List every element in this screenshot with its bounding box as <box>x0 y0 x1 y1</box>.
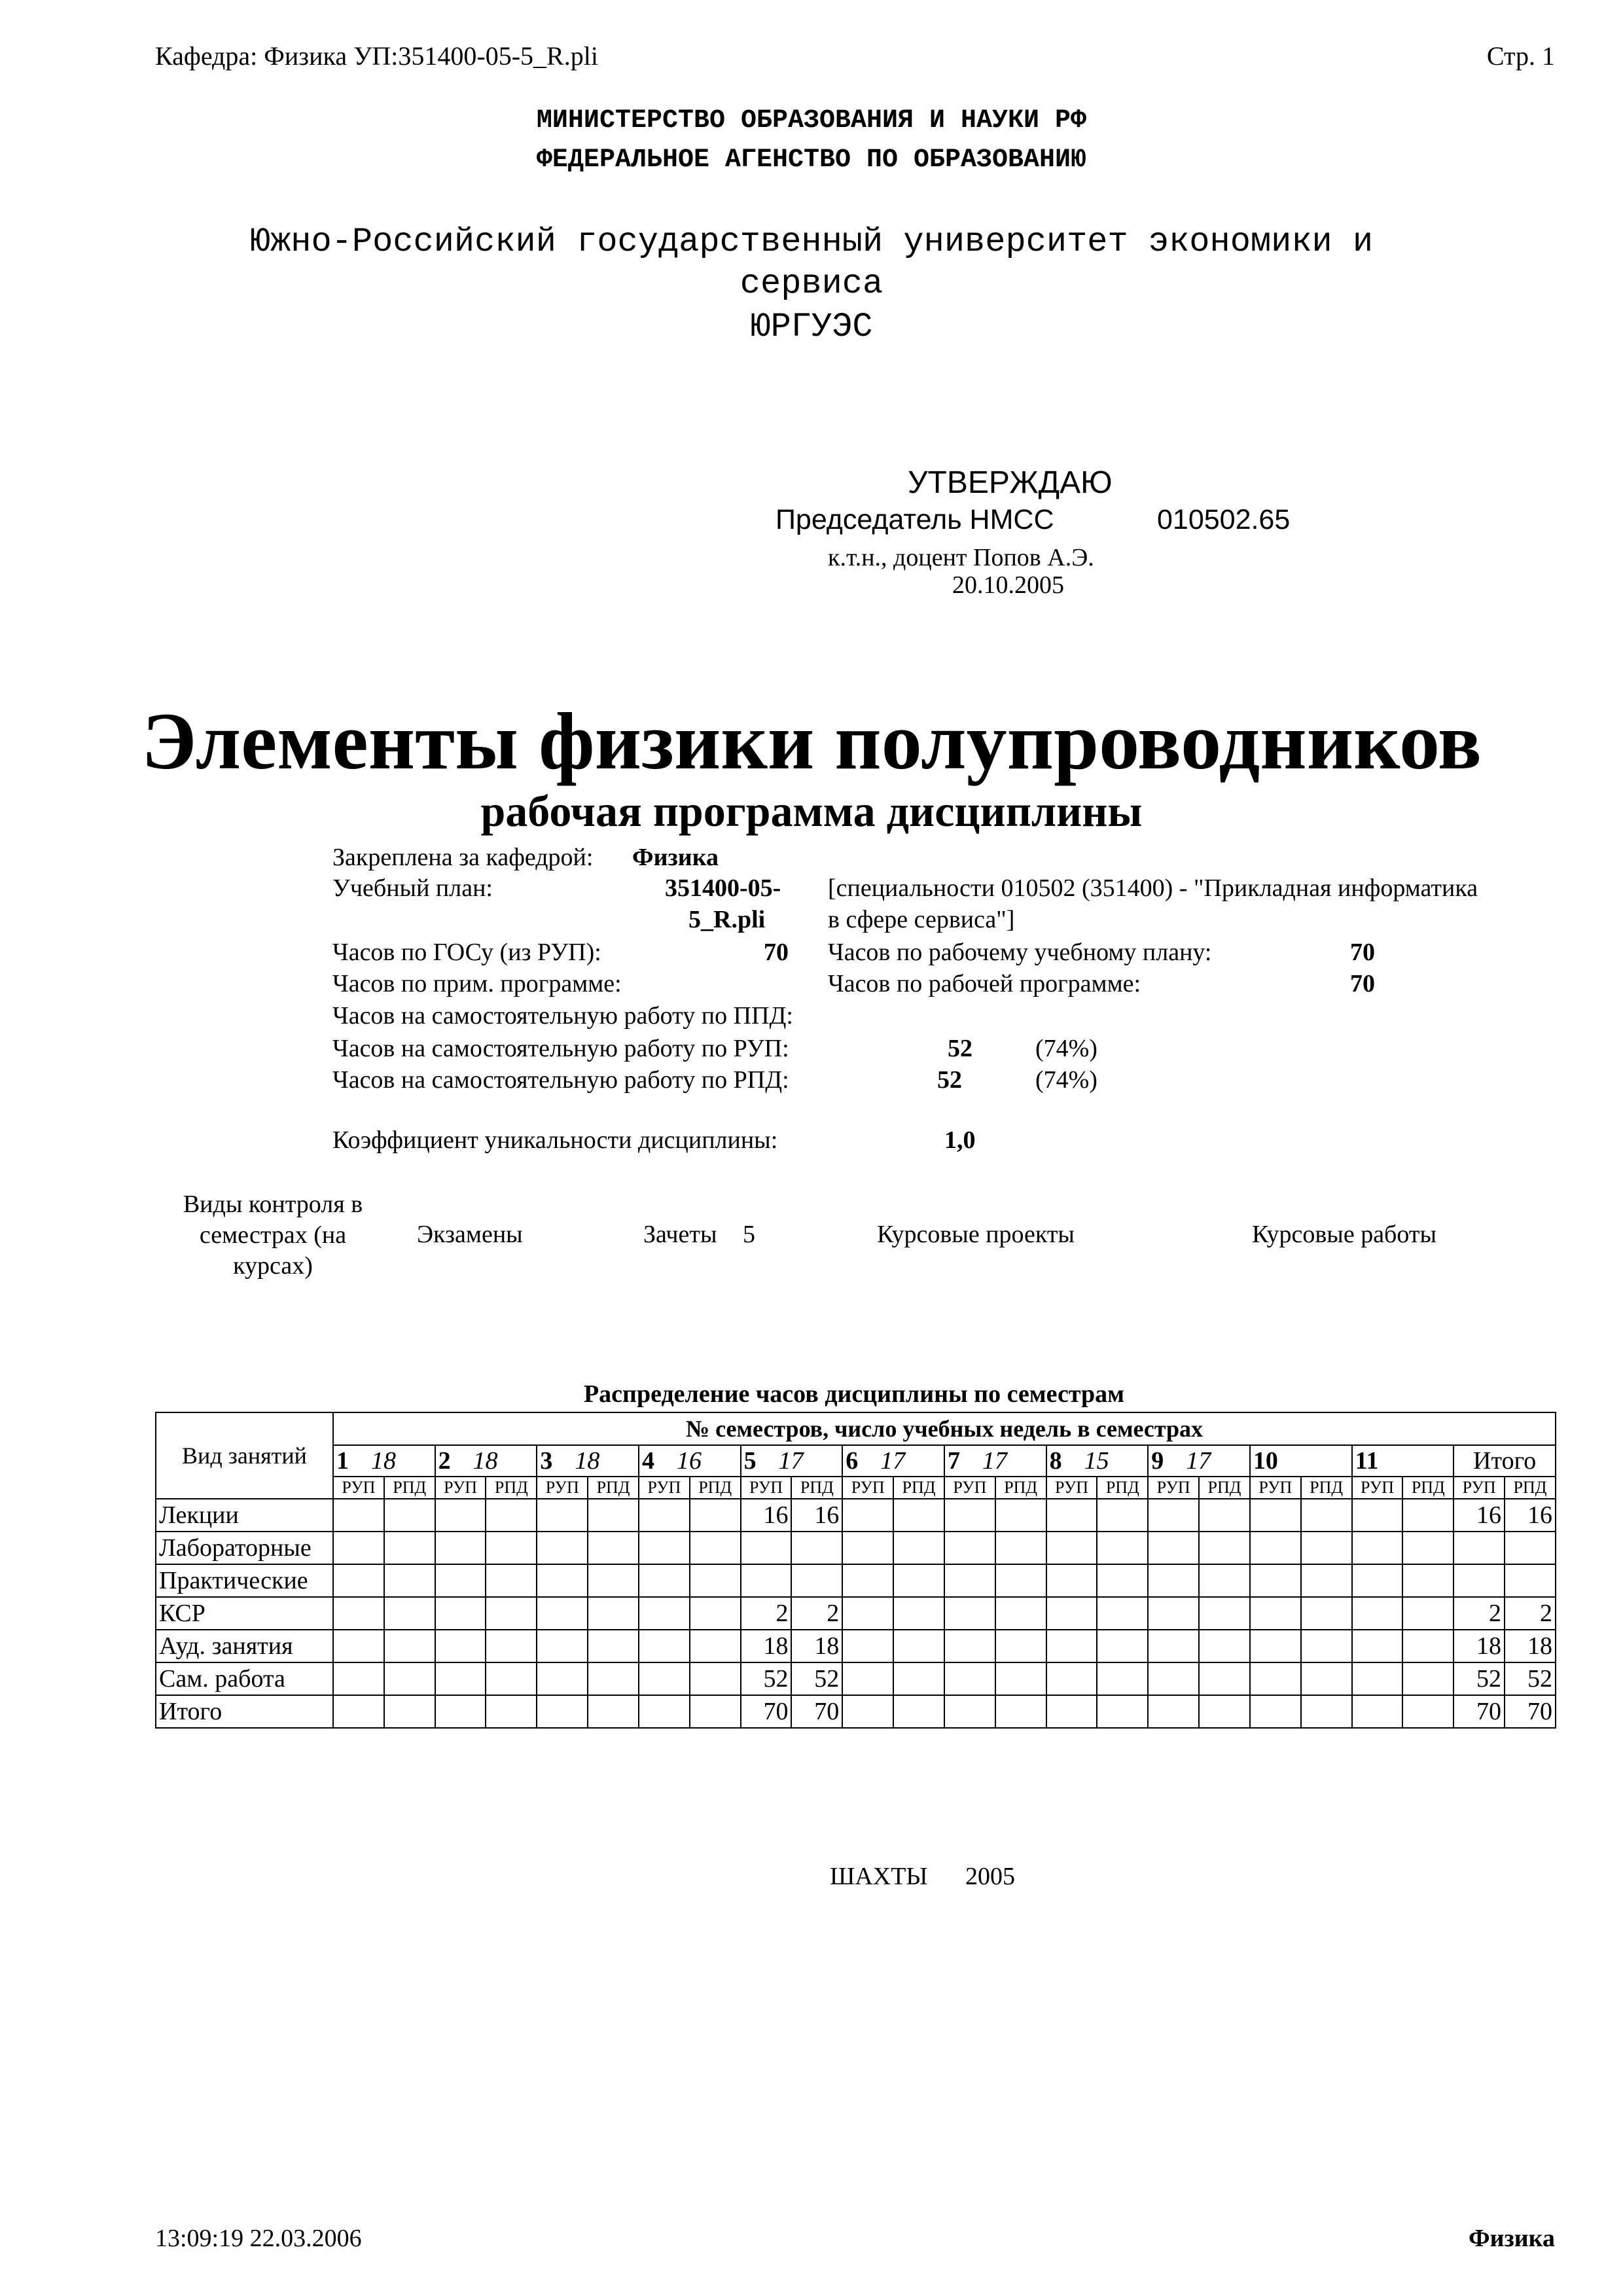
empty-cell <box>944 1695 995 1728</box>
empty-cell <box>995 1499 1046 1532</box>
rpd-header: РПД <box>1301 1477 1352 1499</box>
empty-cell <box>639 1532 690 1564</box>
discipline-title: Элементы физики полупроводников <box>141 696 1482 786</box>
rup-header: РУП <box>944 1477 995 1499</box>
semester-9-header <box>1148 1445 1250 1477</box>
semester-number: 3 <box>540 1447 553 1475</box>
empty-cell <box>1148 1630 1199 1662</box>
semester-5-rup: 18 <box>741 1630 792 1662</box>
empty-cell <box>1301 1532 1352 1564</box>
table-row <box>156 1597 1556 1630</box>
empty-cell <box>1046 1662 1097 1695</box>
specialty-line-2: в сфере сервиса"] <box>828 906 1015 933</box>
empty-cell <box>1097 1499 1148 1532</box>
empty-cell <box>842 1532 893 1564</box>
semester-weeks: 17 <box>1186 1447 1211 1475</box>
rpd-header: РПД <box>486 1477 537 1499</box>
plan-value-2: 5_R.pli <box>688 906 766 933</box>
control-projects: Курсовые проекты <box>877 1221 1075 1248</box>
semester-number: 7 <box>947 1447 960 1475</box>
empty-cell <box>690 1662 741 1695</box>
empty-cell <box>1352 1532 1403 1564</box>
ministry-line-2: ФЕДЕРАЛЬНОЕ АГЕНСТВО ПО ОБРАЗОВАНИЮ <box>536 145 1087 175</box>
row-label: КСР <box>156 1597 333 1630</box>
empty-cell <box>384 1499 435 1532</box>
place-city: ШАХТЫ <box>830 1863 928 1890</box>
row-label: Лабораторные <box>156 1532 333 1564</box>
ministry-line-1: МИНИСТЕРСТВО ОБРАЗОВАНИЯ И НАУКИ РФ <box>536 106 1087 135</box>
rup-header: РУП <box>842 1477 893 1499</box>
empty-cell <box>1250 1597 1301 1630</box>
empty-cell <box>1046 1499 1097 1532</box>
rup-label: Часов по рабочему учебному плану: <box>828 939 1212 966</box>
empty-cell <box>995 1695 1046 1728</box>
empty-cell <box>1148 1532 1199 1564</box>
rup-header: РУП <box>1148 1477 1199 1499</box>
self-rup-pct: (74%) <box>1035 1035 1097 1062</box>
empty-cell <box>1148 1564 1199 1597</box>
empty-cell <box>1402 1499 1454 1532</box>
empty-cell <box>435 1499 486 1532</box>
empty-cell <box>384 1630 435 1662</box>
work-value: 70 <box>1350 970 1375 997</box>
semester-number: 1 <box>336 1447 349 1475</box>
rup-header: РУП <box>1250 1477 1301 1499</box>
empty-cell <box>1046 1597 1097 1630</box>
empty-cell <box>1352 1695 1403 1728</box>
semester-number: 2 <box>438 1447 451 1475</box>
prim-label: Часов по прим. программе: <box>332 970 622 997</box>
university-abbr: ЮРГУЭС <box>750 308 873 346</box>
footer-dept: Физика <box>1468 2225 1555 2252</box>
rpd-header: РПД <box>1097 1477 1148 1499</box>
empty-cell <box>435 1597 486 1630</box>
empty-cell <box>639 1630 690 1662</box>
empty-cell <box>384 1532 435 1564</box>
empty-cell <box>1402 1695 1454 1728</box>
rpd-header: РПД <box>995 1477 1046 1499</box>
footer-timestamp: 13:09:19 22.03.2006 <box>155 2225 362 2252</box>
empty-cell <box>995 1564 1046 1597</box>
empty-cell <box>1352 1630 1403 1662</box>
table-row <box>156 1499 1556 1532</box>
semester-weeks: 18 <box>473 1447 498 1475</box>
semester-weeks: 16 <box>676 1447 702 1475</box>
semester-3-header <box>537 1445 639 1477</box>
empty-cell <box>995 1532 1046 1564</box>
empty-cell <box>690 1630 741 1662</box>
semester-5-rup: 16 <box>741 1499 792 1532</box>
semester-number: 4 <box>641 1447 654 1475</box>
total-rup: 18 <box>1454 1630 1505 1662</box>
semester-5-rpd <box>791 1532 842 1564</box>
empty-cell <box>435 1695 486 1728</box>
semester-5-rpd <box>791 1564 842 1597</box>
empty-cell <box>435 1662 486 1695</box>
table-row <box>156 1662 1556 1695</box>
empty-cell <box>537 1564 588 1597</box>
empty-cell <box>588 1662 639 1695</box>
semester-5-header <box>741 1445 843 1477</box>
empty-cell <box>1301 1630 1352 1662</box>
gos-label: Часов по ГОСу (из РУП): <box>332 939 601 966</box>
semester-number-row <box>156 1445 1556 1477</box>
rpd-header: РПД <box>893 1477 944 1499</box>
empty-cell <box>690 1532 741 1564</box>
empty-cell <box>333 1630 384 1662</box>
empty-cell <box>588 1499 639 1532</box>
approval-code: 010502.65 <box>1157 504 1291 535</box>
ppd-label: Часов на самостоятельную работу по ППД: <box>332 1002 793 1030</box>
semester-number: 6 <box>846 1447 859 1475</box>
rpd-header: РПД <box>1402 1477 1454 1499</box>
semester-5-rpd: 52 <box>791 1662 842 1695</box>
empty-cell <box>486 1662 537 1695</box>
discipline-subtitle: рабочая программа дисциплины <box>480 786 1143 836</box>
empty-cell <box>486 1499 537 1532</box>
empty-cell <box>537 1597 588 1630</box>
empty-cell <box>842 1499 893 1532</box>
control-label <box>171 1189 374 1282</box>
empty-cell <box>486 1630 537 1662</box>
self-rpd-value: 52 <box>937 1066 962 1094</box>
control-credits-label: Зачеты <box>643 1221 717 1248</box>
empty-cell <box>333 1532 384 1564</box>
empty-cell <box>435 1564 486 1597</box>
empty-cell <box>893 1695 944 1728</box>
rpd-header: РПД <box>690 1477 741 1499</box>
empty-cell <box>537 1630 588 1662</box>
empty-cell <box>1301 1695 1352 1728</box>
empty-cell <box>1046 1695 1097 1728</box>
semester-4-header <box>639 1445 741 1477</box>
empty-cell <box>1301 1662 1352 1695</box>
total-rup <box>1454 1532 1505 1564</box>
table-row <box>156 1695 1556 1728</box>
rup-header: РУП <box>639 1477 690 1499</box>
empty-cell <box>995 1630 1046 1662</box>
empty-cell <box>690 1695 741 1728</box>
semester-7-header <box>944 1445 1046 1477</box>
total-rpd <box>1505 1532 1556 1564</box>
empty-cell <box>333 1499 384 1532</box>
empty-cell <box>1250 1630 1301 1662</box>
empty-cell <box>1250 1695 1301 1728</box>
empty-cell <box>1199 1564 1250 1597</box>
empty-cell <box>690 1499 741 1532</box>
vid-header: Вид занятий <box>156 1412 333 1499</box>
empty-cell <box>384 1564 435 1597</box>
semester-number: 10 <box>1253 1447 1278 1475</box>
empty-cell <box>435 1532 486 1564</box>
empty-cell <box>1199 1499 1250 1532</box>
semester-5-rpd: 16 <box>791 1499 842 1532</box>
row-label: Итого <box>156 1695 333 1728</box>
empty-cell <box>842 1662 893 1695</box>
empty-cell <box>588 1532 639 1564</box>
row-label: Практические <box>156 1564 333 1597</box>
rpd-header: РПД <box>588 1477 639 1499</box>
empty-cell <box>944 1532 995 1564</box>
empty-cell <box>1250 1564 1301 1597</box>
rup-rpd-row <box>156 1477 1556 1499</box>
empty-cell <box>1046 1630 1097 1662</box>
rpd-header: РПД <box>1199 1477 1250 1499</box>
empty-cell <box>639 1564 690 1597</box>
control-credits-value: 5 <box>743 1221 755 1248</box>
semester-number: 8 <box>1049 1447 1062 1475</box>
empty-cell <box>1199 1597 1250 1630</box>
total-rpd: 52 <box>1505 1662 1556 1695</box>
empty-cell <box>333 1564 384 1597</box>
semester-2-header <box>435 1445 537 1477</box>
semester-5-rpd: 2 <box>791 1597 842 1630</box>
total-rup: 16 <box>1454 1499 1505 1532</box>
row-label: Сам. работа <box>156 1662 333 1695</box>
empty-cell <box>944 1564 995 1597</box>
rup-header: РУП <box>333 1477 384 1499</box>
empty-cell <box>893 1532 944 1564</box>
self-rpd-pct: (74%) <box>1035 1066 1097 1094</box>
empty-cell <box>1250 1499 1301 1532</box>
total-rpd <box>1505 1564 1556 1597</box>
empty-cell <box>842 1564 893 1597</box>
rpd-header: РПД <box>1505 1477 1556 1499</box>
empty-cell <box>384 1662 435 1695</box>
empty-cell <box>486 1597 537 1630</box>
semester-5-rup <box>741 1564 792 1597</box>
total-rup: 2 <box>1454 1597 1505 1630</box>
empty-cell <box>893 1499 944 1532</box>
empty-cell <box>1199 1662 1250 1695</box>
empty-cell <box>333 1662 384 1695</box>
rup-header: РУП <box>741 1477 792 1499</box>
empty-cell <box>384 1597 435 1630</box>
empty-cell <box>1301 1597 1352 1630</box>
self-rup-value: 52 <box>948 1035 972 1062</box>
row-label: Ауд. занятия <box>156 1630 333 1662</box>
control-label-line-3: курсах) <box>233 1252 313 1280</box>
header-left: Кафедра: Физика УП:351400-05-5_R.pli <box>155 41 598 71</box>
empty-cell <box>944 1662 995 1695</box>
distribution-title: Распределение часов дисциплины по семестрам <box>583 1380 1125 1408</box>
semester-weeks: 15 <box>1084 1447 1109 1475</box>
semester-number: 9 <box>1151 1447 1164 1475</box>
semester-11-header <box>1352 1445 1454 1477</box>
empty-cell <box>1097 1532 1148 1564</box>
empty-cell <box>1352 1564 1403 1597</box>
rup-header: РУП <box>435 1477 486 1499</box>
self-rup-label: Часов на самостоятельную работу по РУП: <box>332 1035 789 1062</box>
total-header: Итого <box>1454 1445 1556 1477</box>
distribution-table <box>155 1412 1556 1729</box>
semester-5-rup: 70 <box>741 1695 792 1728</box>
semester-5-rpd: 70 <box>791 1695 842 1728</box>
semester-weeks: 18 <box>371 1447 396 1475</box>
rup-header: РУП <box>1454 1477 1505 1499</box>
empty-cell <box>1402 1597 1454 1630</box>
total-rup: 52 <box>1454 1662 1505 1695</box>
empty-cell <box>1199 1532 1250 1564</box>
semester-weeks: 17 <box>778 1447 804 1475</box>
total-rup: 70 <box>1454 1695 1505 1728</box>
empty-cell <box>995 1597 1046 1630</box>
rup-header: РУП <box>1046 1477 1097 1499</box>
empty-cell <box>893 1630 944 1662</box>
empty-cell <box>1402 1532 1454 1564</box>
control-label-line-2: семестрах (на <box>199 1221 347 1249</box>
empty-cell <box>639 1662 690 1695</box>
control-label-line-1: Виды контроля в <box>183 1191 363 1218</box>
self-rpd-label: Часов на самостоятельную работу по РПД: <box>332 1066 789 1094</box>
empty-cell <box>1402 1564 1454 1597</box>
empty-cell <box>1199 1695 1250 1728</box>
empty-cell <box>842 1597 893 1630</box>
dept-label: Закреплена за кафедрой: <box>332 844 594 871</box>
empty-cell <box>1046 1532 1097 1564</box>
empty-cell <box>588 1695 639 1728</box>
empty-cell <box>486 1532 537 1564</box>
empty-cell <box>588 1564 639 1597</box>
empty-cell <box>1250 1662 1301 1695</box>
empty-cell <box>333 1695 384 1728</box>
empty-cell <box>537 1532 588 1564</box>
empty-cell <box>893 1597 944 1630</box>
semester-weeks: 17 <box>982 1447 1007 1475</box>
empty-cell <box>1402 1662 1454 1695</box>
empty-cell <box>1352 1662 1403 1695</box>
empty-cell <box>639 1695 690 1728</box>
semester-weeks: 17 <box>880 1447 906 1475</box>
empty-cell <box>384 1695 435 1728</box>
table-row <box>156 1630 1556 1662</box>
empty-cell <box>944 1499 995 1532</box>
empty-cell <box>1352 1597 1403 1630</box>
empty-cell <box>1097 1564 1148 1597</box>
table-row <box>156 1564 1556 1597</box>
empty-cell <box>1148 1597 1199 1630</box>
empty-cell <box>893 1564 944 1597</box>
empty-cell <box>842 1630 893 1662</box>
empty-cell <box>333 1597 384 1630</box>
rup-header: РУП <box>537 1477 588 1499</box>
empty-cell <box>639 1499 690 1532</box>
plan-label: Учебный план: <box>332 874 493 902</box>
semester-number: 11 <box>1355 1447 1379 1475</box>
empty-cell <box>486 1695 537 1728</box>
empty-cell <box>1301 1499 1352 1532</box>
dept-value: Физика <box>632 844 719 871</box>
rup-header: РУП <box>1352 1477 1403 1499</box>
empty-cell <box>588 1597 639 1630</box>
empty-cell <box>893 1662 944 1695</box>
semester-5-rpd: 18 <box>791 1630 842 1662</box>
empty-cell <box>944 1630 995 1662</box>
total-rpd: 16 <box>1505 1499 1556 1532</box>
empty-cell <box>1148 1499 1199 1532</box>
semester-weeks: 18 <box>575 1447 600 1475</box>
semester-8-header <box>1046 1445 1149 1477</box>
empty-cell <box>537 1662 588 1695</box>
empty-cell <box>1199 1630 1250 1662</box>
page-number: Стр. 1 <box>1486 41 1555 71</box>
empty-cell <box>995 1662 1046 1695</box>
empty-cell <box>842 1695 893 1728</box>
control-works: Курсовые работы <box>1252 1221 1437 1248</box>
empty-cell <box>690 1564 741 1597</box>
empty-cell <box>1250 1532 1301 1564</box>
approval-position: Председатель НМСС <box>776 504 1054 535</box>
row-label: Лекции <box>156 1499 333 1532</box>
empty-cell <box>588 1630 639 1662</box>
empty-cell <box>944 1597 995 1630</box>
empty-cell <box>537 1499 588 1532</box>
empty-cell <box>1097 1662 1148 1695</box>
empty-cell <box>1301 1564 1352 1597</box>
total-rpd: 18 <box>1505 1630 1556 1662</box>
semester-5-rup: 2 <box>741 1597 792 1630</box>
empty-cell <box>435 1630 486 1662</box>
empty-cell <box>1352 1499 1403 1532</box>
rpd-header: РПД <box>791 1477 842 1499</box>
empty-cell <box>486 1564 537 1597</box>
empty-cell <box>1097 1695 1148 1728</box>
total-rup <box>1454 1564 1505 1597</box>
specialty-line-1: [специальности 010502 (351400) - "Прикладная информатика <box>828 874 1478 902</box>
empty-cell <box>1148 1662 1199 1695</box>
empty-cell <box>1402 1630 1454 1662</box>
empty-cell <box>1097 1630 1148 1662</box>
semesters-header: № семестров, число учебных недель в семестрах <box>333 1412 1556 1445</box>
table-header-row <box>156 1412 1556 1445</box>
total-rpd: 70 <box>1505 1695 1556 1728</box>
semester-number: 5 <box>743 1447 757 1475</box>
empty-cell <box>537 1695 588 1728</box>
rup-value: 70 <box>1350 939 1375 966</box>
empty-cell <box>639 1597 690 1630</box>
semester-5-rup <box>741 1532 792 1564</box>
control-exams: Экзамены <box>417 1221 523 1248</box>
coef-label: Коэффициент уникальности дисциплины: <box>332 1126 778 1154</box>
empty-cell <box>690 1597 741 1630</box>
semester-1-header <box>333 1445 435 1477</box>
empty-cell <box>1148 1695 1199 1728</box>
semester-10-header <box>1250 1445 1352 1477</box>
empty-cell <box>1097 1597 1148 1630</box>
plan-value-1: 351400-05- <box>665 874 781 902</box>
place-year: 2005 <box>965 1863 1015 1890</box>
coef-value: 1,0 <box>944 1126 976 1154</box>
university-line-1: Южно-Российский государственный университет экономики и <box>249 223 1374 261</box>
empty-cell <box>1046 1564 1097 1597</box>
semester-6-header <box>842 1445 944 1477</box>
work-label: Часов по рабочей программе: <box>828 970 1141 997</box>
semester-5-rup: 52 <box>741 1662 792 1695</box>
approval-person: к.т.н., доцент Попов А.Э. <box>828 544 1094 571</box>
university-line-2: сервиса <box>740 264 883 303</box>
table-row <box>156 1532 1556 1564</box>
rpd-header: РПД <box>384 1477 435 1499</box>
total-rpd: 2 <box>1505 1597 1556 1630</box>
approval-title: УТВЕРЖДАЮ <box>908 465 1113 500</box>
gos-value: 70 <box>764 939 789 966</box>
approval-date: 20.10.2005 <box>952 571 1064 599</box>
